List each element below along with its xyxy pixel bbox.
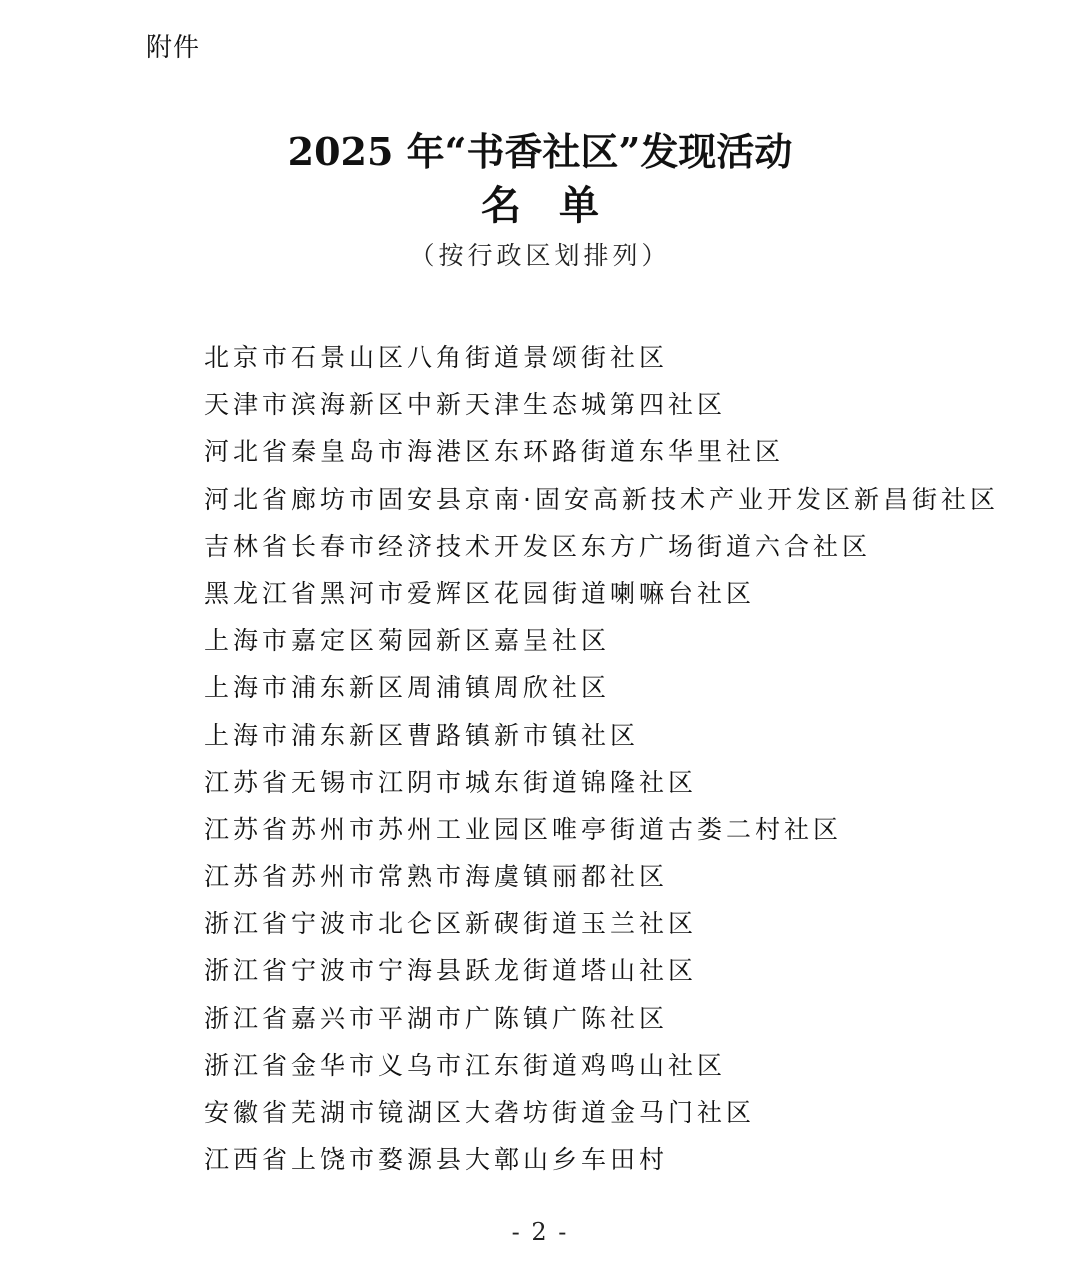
list-item: 安徽省芜湖市镜湖区大砻坊街道金马门社区 <box>204 1098 756 1127</box>
list-item: 浙江省金华市义乌市江东街道鸡鸣山社区 <box>204 1050 727 1080</box>
list-item: 河北省廊坊市固安县京南·固安高新技术产业开发区新昌街社区 <box>204 484 999 514</box>
page-number: - 2 - <box>511 1218 569 1246</box>
list-item: 上海市浦东新区周浦镇周欣社区 <box>204 673 611 703</box>
list-item: 江苏省无锡市江阴市城东街道锦隆社区 <box>204 767 698 797</box>
list-item: 浙江省宁波市宁海县跃龙街道塔山社区 <box>204 956 698 986</box>
list-item: 北京市石景山区八角街道景颂街社区 <box>204 343 669 372</box>
list-item: 吉林省长春市经济技术开发区东方广场街道六合社区 <box>204 531 872 561</box>
community-list <box>204 334 999 1183</box>
list-item: 上海市嘉定区菊园新区嘉呈社区 <box>204 626 611 656</box>
list-item: 浙江省宁波市北仑区新碶街道玉兰社区 <box>204 909 698 939</box>
list-item: 江苏省苏州市苏州工业园区唯亭街道古娄二村社区 <box>204 814 843 844</box>
document-subtitle: （按行政区划排列） <box>409 241 671 270</box>
list-item: 江西省上饶市婺源县大鄣山乡车田村 <box>204 1145 669 1175</box>
attachment-label: 附件 <box>146 33 201 63</box>
list-item: 浙江省嘉兴市平湖市广陈镇广陈社区 <box>204 1003 669 1033</box>
document-title: 2025 年“书香社区”发现活动 <box>287 129 793 174</box>
title-char-dan: 单 <box>559 182 599 229</box>
title-char-ming: 名 <box>481 182 521 229</box>
list-item: 上海市浦东新区曹路镇新市镇社区 <box>204 720 640 750</box>
list-item: 江苏省苏州市常熟市海虞镇丽都社区 <box>204 862 669 892</box>
list-item: 河北省秦皇岛市海港区东环路街道东华里社区 <box>204 437 785 467</box>
document-title-list-heading <box>0 178 1080 234</box>
list-item: 天津市滨海新区中新天津生态城第四社区 <box>204 390 727 420</box>
list-item: 黑龙江省黑河市爱辉区花园街道喇嘛台社区 <box>204 578 756 608</box>
